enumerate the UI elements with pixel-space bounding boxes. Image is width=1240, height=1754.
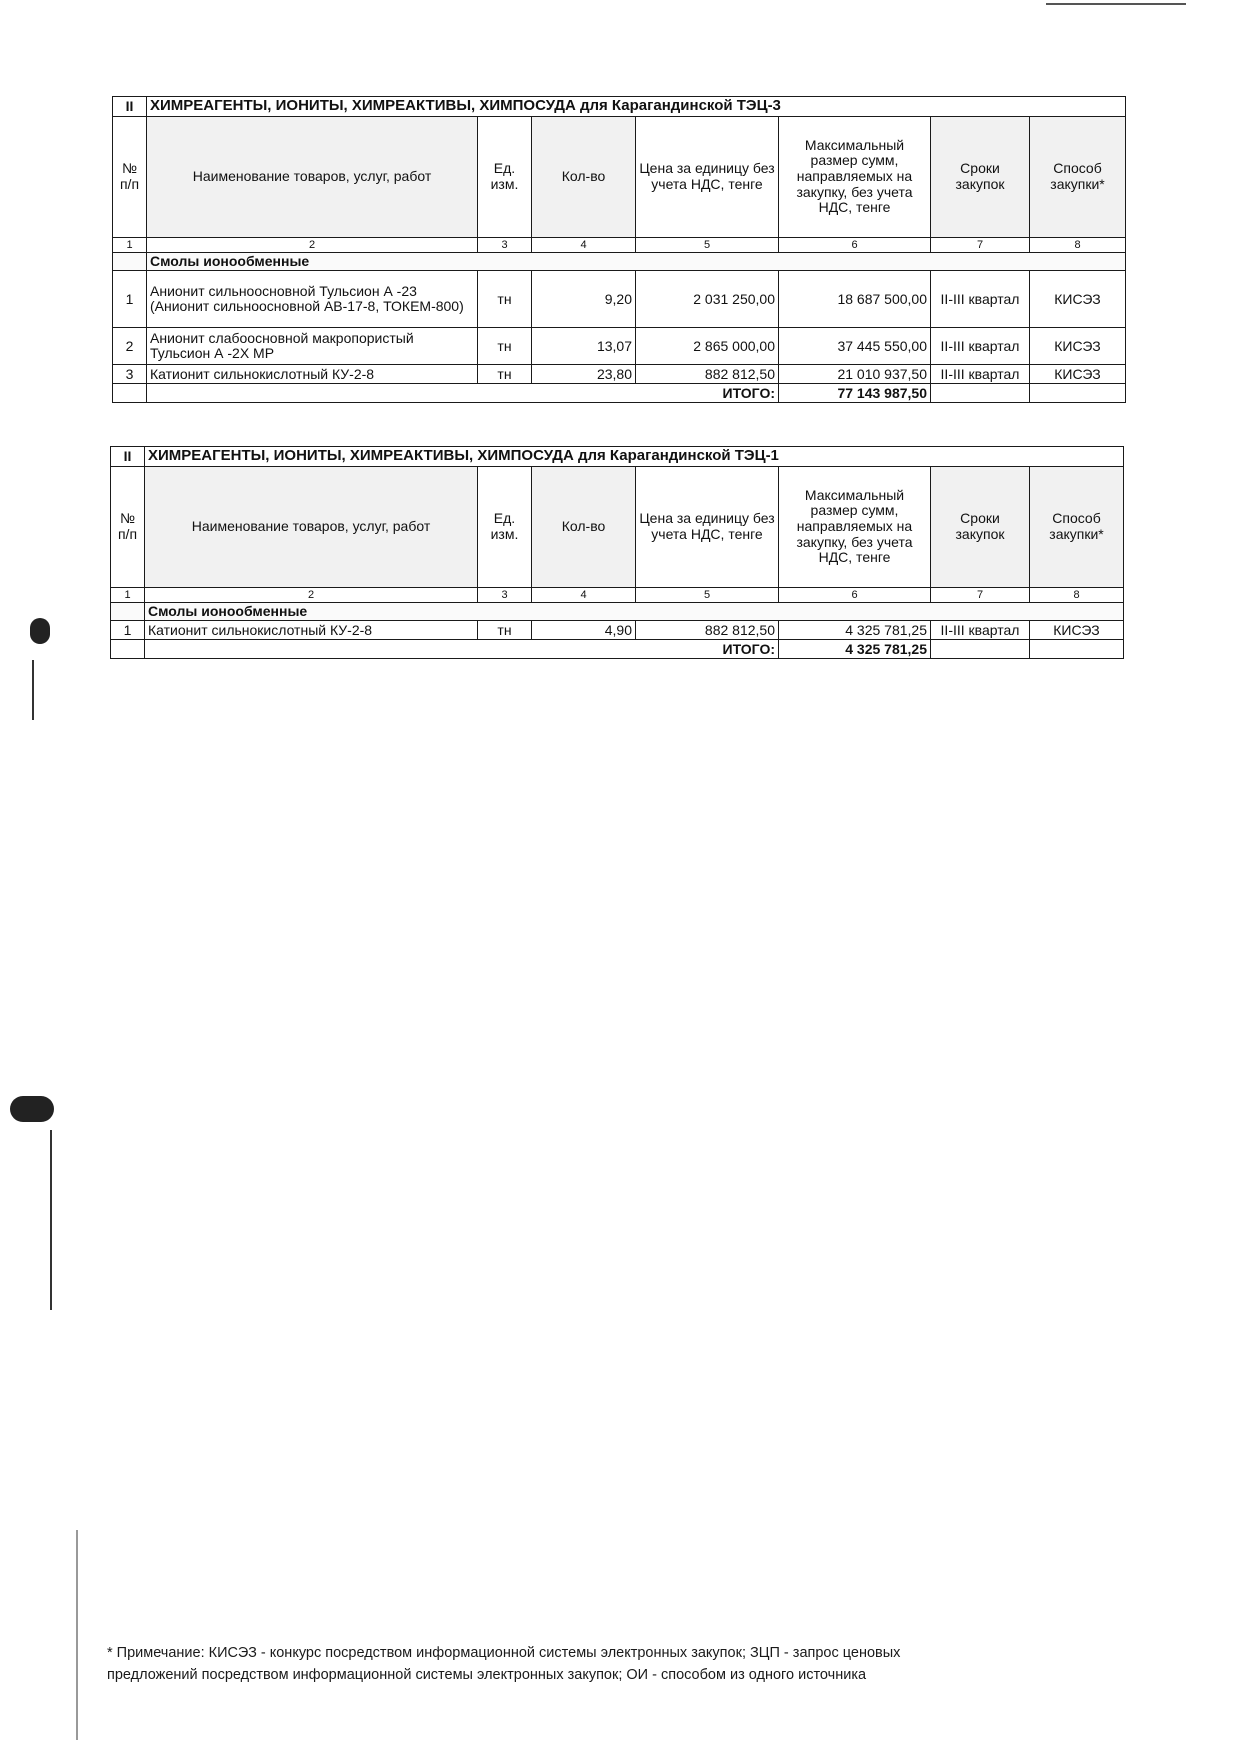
- header-row: [111, 466, 1124, 587]
- header-max-sum: Максимальный размер сумм, направляемых на закупку, без учета НДС, тенге: [779, 116, 931, 237]
- row-qty: 23,80: [532, 365, 636, 384]
- row-period: II-III квартал: [931, 271, 1030, 328]
- header-method: Способ закупки*: [1030, 116, 1126, 237]
- row-price: 882 812,50: [636, 621, 779, 640]
- section-title: ХИМРЕАГЕНТЫ, ИОНИТЫ, ХИМРЕАКТИВЫ, ХИМПОСУДА для Карагандинской ТЭЦ-3: [147, 97, 1126, 117]
- col-number: 5: [636, 237, 779, 252]
- section-number: II: [113, 97, 147, 117]
- row-qty: 4,90: [532, 621, 636, 640]
- col-number: 3: [478, 587, 532, 602]
- total-label: ИТОГО:: [147, 384, 779, 403]
- col-number: 1: [113, 237, 147, 252]
- header-row: [113, 116, 1126, 237]
- col-number: 7: [931, 587, 1030, 602]
- col-number: 6: [779, 587, 931, 602]
- row-unit: тн: [478, 365, 532, 384]
- section-title-row: [113, 97, 1126, 117]
- total-value: 4 325 781,25: [779, 640, 931, 659]
- footnote-line: предложений посредством информационной системы электронных закупок; ОИ - способом из одного источника: [107, 1667, 867, 1684]
- row-qty: 13,07: [532, 328, 636, 365]
- col-number: 1: [111, 587, 145, 602]
- procurement-table-tec1: [110, 446, 1124, 659]
- header-name: Наименование товаров, услуг, работ: [145, 466, 478, 587]
- col-number: 4: [532, 237, 636, 252]
- top-edge-line: [1046, 3, 1186, 5]
- row-num: 3: [113, 365, 147, 384]
- col-number: 6: [779, 237, 931, 252]
- column-numbers-row: [113, 237, 1126, 252]
- row-method: КИСЭЗ: [1030, 271, 1126, 328]
- col-number: 5: [636, 587, 779, 602]
- header-unit: Ед. изм.: [478, 116, 532, 237]
- section-number: II: [111, 447, 145, 467]
- binder-hole-mark: [10, 1096, 54, 1122]
- row-name: Катионит сильнокислотный КУ-2-8: [147, 365, 478, 384]
- col-number: 8: [1030, 587, 1124, 602]
- group-label: Смолы ионообменные: [147, 252, 1126, 271]
- group-label: Смолы ионообменные: [145, 602, 1124, 621]
- col-number: 2: [145, 587, 478, 602]
- header-unit: Ед. изм.: [478, 466, 532, 587]
- col-number: 3: [478, 237, 532, 252]
- table-row: [113, 365, 1126, 384]
- row-name: Анионит сильноосновной Тульсион А -23 (Анионит сильноосновной АВ-17-8, ТОКЕМ-800): [147, 271, 478, 328]
- row-unit: тн: [478, 328, 532, 365]
- header-qty: Кол-во: [532, 116, 636, 237]
- row-price: 2 865 000,00: [636, 328, 779, 365]
- header-name: Наименование товаров, услуг, работ: [147, 116, 478, 237]
- header-num: № п/п: [111, 466, 145, 587]
- table-row: [113, 328, 1126, 365]
- footnote-line: * Примечание: КИСЭЗ - конкурс посредством информационной системы электронных закупок; ЗЦП - запрос ценовых: [107, 1645, 901, 1661]
- header-period: Сроки закупок: [931, 466, 1030, 587]
- section-title: ХИМРЕАГЕНТЫ, ИОНИТЫ, ХИМРЕАКТИВЫ, ХИМПОСУДА для Карагандинской ТЭЦ-1: [145, 447, 1124, 467]
- header-max-sum: Максимальный размер сумм, направляемых на закупку, без учета НДС, тенге: [779, 466, 931, 587]
- row-sum: 21 010 937,50: [779, 365, 931, 384]
- procurement-table-tec3: [112, 96, 1126, 403]
- row-unit: тн: [478, 621, 532, 640]
- section-title-row: [111, 447, 1124, 467]
- total-row: [111, 640, 1124, 659]
- row-num: 1: [111, 621, 145, 640]
- total-label: ИТОГО:: [145, 640, 779, 659]
- col-number: 8: [1030, 237, 1126, 252]
- header-qty: Кол-во: [532, 466, 636, 587]
- left-edge-line: [76, 1530, 78, 1740]
- header-period: Сроки закупок: [931, 116, 1030, 237]
- row-method: КИСЭЗ: [1030, 365, 1126, 384]
- header-price: Цена за единицу без учета НДС, тенге: [636, 116, 779, 237]
- footnote: [107, 1642, 1107, 1687]
- header-method: Способ закупки*: [1030, 466, 1124, 587]
- row-price: 2 031 250,00: [636, 271, 779, 328]
- binder-hole-mark: [30, 618, 50, 644]
- row-sum: 4 325 781,25: [779, 621, 931, 640]
- table-row: [111, 621, 1124, 640]
- row-num: 2: [113, 328, 147, 365]
- col-number: 2: [147, 237, 478, 252]
- row-unit: тн: [478, 271, 532, 328]
- header-num: № п/п: [113, 116, 147, 237]
- header-price: Цена за единицу без учета НДС, тенге: [636, 466, 779, 587]
- row-name: Анионит слабоосновной макропористый Тульсион А -2Х МР: [147, 328, 478, 365]
- total-value: 77 143 987,50: [779, 384, 931, 403]
- left-edge-line: [32, 660, 34, 720]
- group-row: [113, 252, 1126, 271]
- row-method: КИСЭЗ: [1030, 328, 1126, 365]
- col-number: 4: [532, 587, 636, 602]
- table-row: [113, 271, 1126, 328]
- row-num: 1: [113, 271, 147, 328]
- column-numbers-row: [111, 587, 1124, 602]
- row-qty: 9,20: [532, 271, 636, 328]
- group-row: [111, 602, 1124, 621]
- row-method: КИСЭЗ: [1030, 621, 1124, 640]
- row-name: Катионит сильнокислотный КУ-2-8: [145, 621, 478, 640]
- row-period: II-III квартал: [931, 621, 1030, 640]
- row-period: II-III квартал: [931, 365, 1030, 384]
- left-edge-line: [50, 1130, 52, 1310]
- row-sum: 37 445 550,00: [779, 328, 931, 365]
- col-number: 7: [931, 237, 1030, 252]
- total-row: [113, 384, 1126, 403]
- row-price: 882 812,50: [636, 365, 779, 384]
- row-period: II-III квартал: [931, 328, 1030, 365]
- row-sum: 18 687 500,00: [779, 271, 931, 328]
